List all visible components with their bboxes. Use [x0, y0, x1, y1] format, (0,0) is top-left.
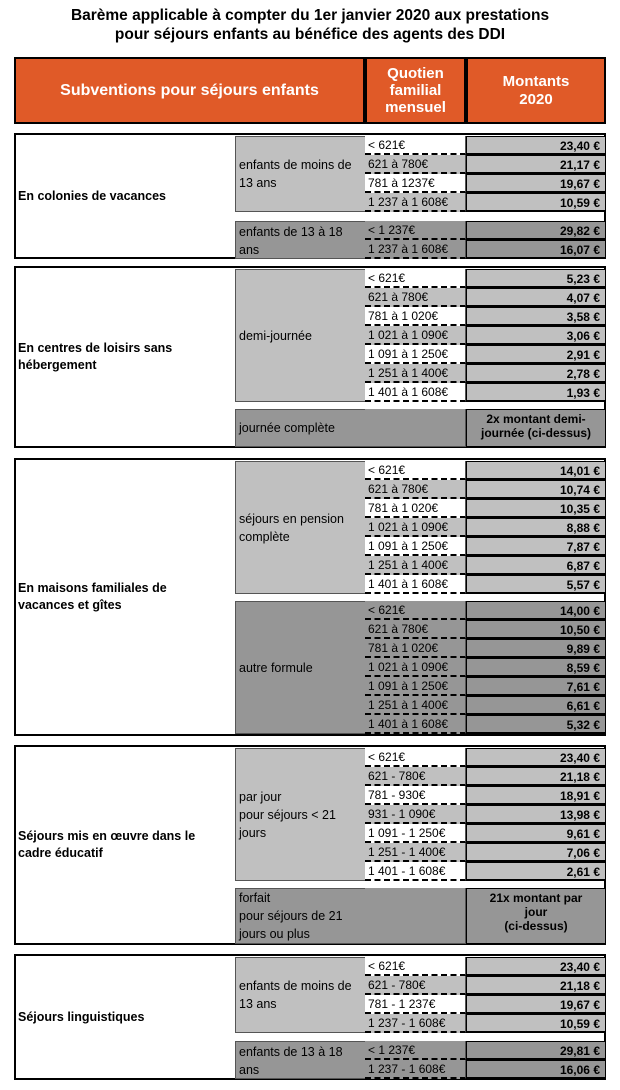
quotient-cell-empty — [365, 888, 466, 944]
amount-cell: 16,07 € — [466, 240, 606, 259]
header-montants-label — [503, 73, 570, 109]
amount-cell: 29,81 € — [466, 1041, 606, 1060]
amount-cell: 10,50 € — [466, 620, 606, 639]
amount-cell: 2,91 € — [466, 345, 606, 364]
label-line: 21x montant par — [489, 891, 583, 905]
label-line: enfants de 13 à 18 — [239, 225, 343, 239]
label-line: par jour — [239, 789, 282, 804]
quotient-cell: 1 021 à 1 090€ — [365, 518, 466, 537]
label-line: Séjours mis en œuvre dans le — [18, 829, 196, 843]
label-line: jour — [524, 905, 548, 919]
quotient-cell: 1 251 à 1 400€ — [365, 556, 466, 575]
amount-cell: 8,59 € — [466, 658, 606, 677]
quotient-cell-empty — [365, 409, 466, 447]
section-label — [18, 1009, 228, 1026]
amount-cell: 7,06 € — [466, 843, 606, 862]
amount-cell: 9,61 € — [466, 824, 606, 843]
quotient-cell: 1 021 à 1 090€ — [365, 658, 466, 677]
label-line: pour séjours de 21 — [239, 909, 343, 923]
label-line: 13 ans — [239, 176, 277, 190]
amount-cell: 23,40 € — [466, 748, 606, 767]
header-quotient — [365, 57, 466, 124]
header-quotient-label — [385, 65, 446, 116]
quotient-cell: 781 à 1 020€ — [365, 307, 466, 326]
quotient-cell: < 1 237€ — [365, 221, 466, 240]
quotient-cell: 1 401 à 1 608€ — [365, 383, 466, 402]
quotient-cell: < 621€ — [365, 957, 466, 976]
label-line: forfait — [239, 891, 271, 905]
quotient-cell: 1 251 à 1 400€ — [365, 696, 466, 715]
quotient-cell: < 1 237€ — [365, 1041, 466, 1060]
quotient-cell: 621 à 780€ — [365, 620, 466, 639]
quotient-cell: 781 à 1237€ — [365, 174, 466, 193]
amount-cell: 6,87 € — [466, 556, 606, 575]
subcategory-label — [235, 221, 366, 259]
label-line: vacances et gîtes — [18, 598, 122, 612]
subcategory-label — [235, 269, 366, 402]
section-label — [18, 580, 228, 614]
section-label — [18, 188, 228, 205]
label-line: ans — [239, 1063, 260, 1077]
header-quotient-line: mensuel — [385, 99, 446, 116]
quotient-cell: 781 à 1 020€ — [365, 499, 466, 518]
quotient-cell: 1 237 à 1 608€ — [365, 240, 466, 259]
quotient-cell: 1 091 à 1 250€ — [365, 537, 466, 556]
quotient-cell: < 621€ — [365, 461, 466, 480]
quotient-cell: < 621€ — [365, 136, 466, 155]
label-line: (ci-dessus) — [504, 919, 568, 933]
label-line: En maisons familiales de — [18, 581, 167, 595]
amount-cell: 10,59 € — [466, 193, 606, 212]
header-subventions — [14, 57, 365, 124]
amount-cell: 21,18 € — [466, 767, 606, 786]
quotient-cell: 1 251 - 1 400€ — [365, 843, 466, 862]
subcategory-label — [235, 409, 366, 447]
title-line-2: pour séjours enfants au bénéfice des agents des DDI — [114, 26, 506, 43]
amount-cell: 3,06 € — [466, 326, 606, 345]
header-montants-line: Montants — [502, 72, 570, 90]
quotient-cell: 621 - 780€ — [365, 976, 466, 995]
quotient-cell: 1 091 à 1 250€ — [365, 677, 466, 696]
header-subventions-label: Subventions pour séjours enfants — [60, 81, 319, 99]
amount-cell: 10,74 € — [466, 480, 606, 499]
subcategory-label — [235, 1041, 366, 1079]
amount-cell: 5,32 € — [466, 715, 606, 734]
label-line: hébergement — [18, 358, 97, 372]
label-line: En centres de loisirs sans — [18, 341, 173, 355]
amount-cell: 18,91 € — [466, 786, 606, 805]
quotient-cell: 1 091 à 1 250€ — [365, 345, 466, 364]
amount-note — [466, 409, 606, 447]
subcategory-label — [235, 957, 366, 1033]
label-line: autre formule — [239, 660, 313, 675]
quotient-cell: 1 401 à 1 608€ — [365, 575, 466, 594]
quotient-cell: 1 021 à 1 090€ — [365, 326, 466, 345]
section-label — [18, 828, 228, 862]
label-line: cadre éducatif — [18, 846, 103, 860]
quotient-cell: 1 091 - 1 250€ — [365, 824, 466, 843]
label-line: En colonies de vacances — [18, 188, 166, 203]
label-line: complète — [239, 529, 290, 544]
quotient-cell: 1 401 à 1 608€ — [365, 715, 466, 734]
amount-cell: 10,35 € — [466, 499, 606, 518]
amount-cell: 9,89 € — [466, 639, 606, 658]
amount-cell: 14,01 € — [466, 461, 606, 480]
amount-cell: 2,61 € — [466, 862, 606, 881]
label-line: enfants de moins de — [239, 158, 352, 172]
amount-cell: 21,17 € — [466, 155, 606, 174]
quotient-cell: 781 à 1 020€ — [365, 639, 466, 658]
quotient-cell: < 621€ — [365, 269, 466, 288]
label-line: enfants de moins de — [239, 979, 352, 993]
header-montants — [466, 57, 606, 124]
amount-cell: 1,93 € — [466, 383, 606, 402]
section-label — [18, 340, 228, 374]
quotient-cell: 1 401 - 1 608€ — [365, 862, 466, 881]
subcategory-label — [235, 136, 366, 212]
amount-cell: 8,88 € — [466, 518, 606, 537]
header-quotient-line: Quotien — [387, 65, 444, 82]
quotient-cell: 931 - 1 090€ — [365, 805, 466, 824]
amount-cell: 23,40 € — [466, 136, 606, 155]
quotient-cell: 1 251 à 1 400€ — [365, 364, 466, 383]
amount-cell: 7,61 € — [466, 677, 606, 696]
amount-cell: 14,00 € — [466, 601, 606, 620]
header-montants-line: 2020 — [519, 90, 553, 108]
label-line: pour séjours < 21 — [239, 807, 336, 822]
amount-cell: 5,57 € — [466, 575, 606, 594]
quotient-cell: 621 à 780€ — [365, 288, 466, 307]
amount-cell: 5,23 € — [466, 269, 606, 288]
label-line: journée complète — [239, 421, 335, 435]
label-line: journée (ci-dessus) — [480, 426, 592, 440]
label-line: séjours en pension — [239, 511, 344, 526]
subcategory-label — [235, 461, 366, 594]
label-line: Séjours linguistiques — [18, 1009, 145, 1024]
subcategory-label — [235, 601, 366, 734]
amount-cell: 23,40 € — [466, 957, 606, 976]
quotient-cell: 781 - 1 237€ — [365, 995, 466, 1014]
amount-cell: 29,82 € — [466, 221, 606, 240]
quotient-cell: 621 à 780€ — [365, 155, 466, 174]
amount-cell: 19,67 € — [466, 995, 606, 1014]
amount-note — [466, 888, 606, 944]
label-line: jours — [239, 825, 267, 840]
amount-cell: 2,78 € — [466, 364, 606, 383]
label-line: demi-journée — [239, 328, 312, 343]
quotient-cell: 1 237 à 1 608€ — [365, 193, 466, 212]
amount-cell: 7,87 € — [466, 537, 606, 556]
quotient-cell: < 621€ — [365, 601, 466, 620]
subcategory-label — [235, 748, 366, 881]
amount-cell: 13,98 € — [466, 805, 606, 824]
quotient-cell: 621 à 780€ — [365, 480, 466, 499]
header-quotient-line: familial — [389, 82, 442, 99]
quotient-cell: < 621€ — [365, 748, 466, 767]
amount-cell: 3,58 € — [466, 307, 606, 326]
amount-cell: 4,07 € — [466, 288, 606, 307]
label-line: ans — [239, 243, 260, 257]
quotient-cell: 1 237 - 1 608€ — [365, 1014, 466, 1033]
label-line: enfants de 13 à 18 — [239, 1045, 343, 1059]
subcategory-label — [235, 888, 366, 944]
amount-cell: 16,06 € — [466, 1060, 606, 1079]
amount-cell: 6,61 € — [466, 696, 606, 715]
label-line: 13 ans — [239, 997, 277, 1011]
amount-cell: 10,59 € — [466, 1014, 606, 1033]
amount-cell: 21,18 € — [466, 976, 606, 995]
page-title — [0, 6, 620, 44]
amount-cell: 19,67 € — [466, 174, 606, 193]
quotient-cell: 621 - 780€ — [365, 767, 466, 786]
label-line: 2x montant demi- — [486, 412, 586, 426]
label-line: jours ou plus — [239, 927, 310, 941]
title-line-1: Barème applicable à compter du 1er janvier 2020 aux prestations — [70, 7, 550, 24]
quotient-cell: 1 237 - 1 608€ — [365, 1060, 466, 1079]
quotient-cell: 781 - 930€ — [365, 786, 466, 805]
